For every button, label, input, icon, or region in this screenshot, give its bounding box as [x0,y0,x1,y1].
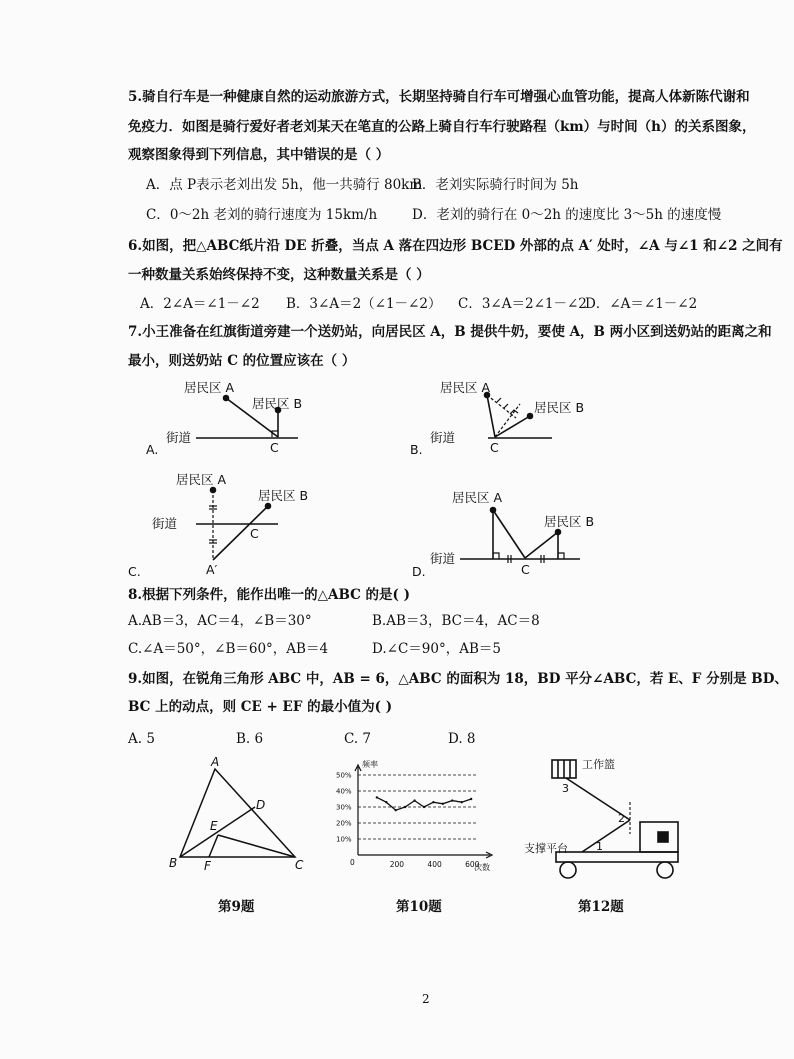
q7c-label-a-prime: A′ [206,562,218,577]
fig9-segment-ce [218,835,295,857]
fig10-x-tick-label: 200 [389,860,405,869]
q7c-segment-a2b [213,506,268,560]
fig10-data-point [470,798,472,800]
fig12-platform-label: 支撑平台 [524,842,568,855]
q9-line1: 9.如图，在锐角三角形 ABC 中，AB = 6，△ABC 的面积为 18，BD 平分∠ABC，若 E、F 分别是 BD、 [128,671,788,687]
fig12-wheel-rear [560,862,576,878]
fig10-x-tick-label: 400 [427,860,442,869]
q8-option-b: B.AB＝3，BC＝4，AC＝8 [372,613,540,629]
fig9-label-b: B [169,856,178,870]
fig10-gridlines [358,775,478,839]
q7b-tick-2 [504,404,508,408]
fig10-y-tick-label: 10% [336,835,352,844]
fig12-lift-truck [520,752,690,887]
q7a-label-c: C [270,440,279,455]
fig12-cab-window [658,832,668,842]
q6-option-d: D．∠A＝∠1－∠2 [585,296,698,312]
q7d-right-angle-b [558,553,564,559]
q7c-point-a [211,488,216,493]
q7c-point-b [266,504,271,509]
q7a-point-a [224,396,229,401]
q7d-label-b: 居民区 B [544,514,595,529]
fig10-frequency-chart [328,755,498,885]
fig10-data-point [385,801,387,803]
fig10-y-title: 频率 [362,760,378,769]
fig10-data-point [413,799,415,801]
q5-option-a: A．点 P表示老刘出发 5h，他一共骑行 80km [146,177,423,193]
q7c-label-street: 街道 [152,516,178,531]
q6-option-c: C．3∠A＝2∠1－∠2 [458,296,587,312]
fig12-angle-3: 3 [562,782,569,795]
q5-line3: 观察图象得到下列信息，其中错误的是（ ） [128,147,390,163]
q7c-label-c: C [250,526,259,541]
q8-option-c: C.∠A＝50°，∠B＝60°，AB＝4 [128,641,329,657]
q7-option-c-marker: C. [128,564,141,579]
fig12-platform [556,852,678,862]
q7d-right-angle-a [493,553,499,559]
q7-option-b-marker: B. [410,442,423,457]
q7b-point-b [528,414,533,419]
q7b-label-a: 居民区 A [440,380,491,395]
fig10-series-line [377,797,471,810]
fig9-triangle-abc [180,769,295,857]
fig9-label-d: D [256,798,266,812]
page-number: 2 [422,992,430,1006]
q7a-label-b: 居民区 B [252,396,303,411]
q7b-label-b: 居民区 B [534,400,585,415]
q7b-segment-bc [495,416,530,437]
q7c-label-b: 居民区 B [258,488,309,503]
q7b-label-street: 街道 [430,430,456,445]
fig9-segment-ef [209,835,218,857]
fig10-data-point [442,803,444,805]
fig12-angle-2: 2 [618,812,625,825]
q8-option-d: D.∠C＝90°，AB＝5 [372,641,501,657]
q7d-label-c: C [521,562,530,577]
q5-option-c: C．0～2h 老刘的骑行速度为 15km/h [146,207,378,223]
q7d-point-b [556,530,561,535]
q5-option-d: D．老刘的骑行在 0～2h 的速度比 3～5h 的速度慢 [412,207,722,223]
fig12-basket-label: 工作篮 [582,758,615,771]
q9-option-d: D. 8 [448,731,476,747]
fig10-data-point [461,801,463,803]
q7b-label-c: C [490,440,499,455]
fig9-triangle [160,755,320,885]
q7d-point-a [491,508,496,513]
fig10-x-tick-label: 600 [465,860,480,869]
fig10-origin: 0 [350,858,355,867]
q7d-label-a: 居民区 A [452,490,503,505]
fig10-data-point [404,806,406,808]
q9-line2: BC 上的动点，则 CE + EF 的最小值为( ) [128,699,393,715]
q9-option-b: B. 6 [236,731,264,747]
q7a-label-street: 街道 [166,430,192,445]
q7b-segment-ac [487,395,495,437]
q6-line1: 6.如图，把△ABC纸片沿 DE 折叠，当点 A 落在四边形 BCED 外部的点 A′ 处时，∠A 与∠1 和∠2 之间有 [128,238,783,254]
q5-option-b: B．老刘实际骑行时间为 5h [412,177,579,193]
fig10-data-point [432,801,434,803]
fig10-data-point [451,799,453,801]
q9-option-c: C. 7 [344,731,372,747]
fig10-y-tick-label: 20% [336,819,352,828]
fig12-angle-1: 1 [596,840,603,853]
fig9-label-f: F [204,859,211,873]
q6-line2: 一种数量关系始终保持不变，这种数量关系是（ ） [128,267,430,283]
q7d-label-street: 街道 [430,551,456,566]
q7-option-a-marker: A. [146,442,159,457]
fig10-data-point [395,809,397,811]
q7a-label-a: 居民区 A [184,380,235,395]
fig9-label-c: C [295,858,304,872]
fig10-y-tick-label: 40% [336,787,352,796]
fig9-label-e: E [210,819,218,833]
q7b-bisector-dashed [495,404,520,437]
fig10-data-point [376,796,378,798]
fig10-data-point [423,806,425,808]
q8-option-a: A.AB＝3，AC＝4，∠B＝30° [128,613,312,629]
q7b-tick-1 [497,398,501,402]
q6-option-a: A．2∠A＝∠1－∠2 [140,296,260,312]
fig10-caption: 第10题 [396,899,442,915]
q7c-label-a: 居民区 A [176,472,227,487]
q5-line1: 5.骑自行车是一种健康自然的运动旅游方式，长期坚持骑自行车可增强心血管功能，提高人体新陈代谢和 [128,89,750,105]
fig10-y-tick-label: 30% [336,803,352,812]
fig12-caption: 第12题 [578,899,624,915]
fig9-caption: 第9题 [218,899,255,915]
q6-option-b: B．3∠A＝2（∠1－∠2） [286,296,442,312]
q8-line1: 8.根据下列条件，能作出唯一的△ABC 的是( ) [128,587,411,603]
q7-line1: 7.小王准备在红旗街道旁建一个送奶站，向居民区 A，B 提供牛奶，要使 A，B 两小区到送奶站的距离之和 [128,324,772,340]
fig12-wheel-front [657,862,673,878]
q7d-segment-bc [525,532,558,558]
q7-line2: 最小，则送奶站 C 的位置应该在（ ） [128,353,356,369]
q5-line2: 免疫力．如图是骑行爱好者老刘某天在笔直的公路上骑自行车行驶路程（km）与时间（h）的关系图象， [128,119,756,135]
q9-option-a: A. 5 [128,731,155,747]
fig10-y-tick-label: 50% [336,771,352,780]
fig9-label-a: A [211,755,220,769]
q7-option-d-marker: D. [412,564,426,579]
fig10-x-title: 次数 [474,863,490,872]
q7d-segment-ac [493,510,525,558]
